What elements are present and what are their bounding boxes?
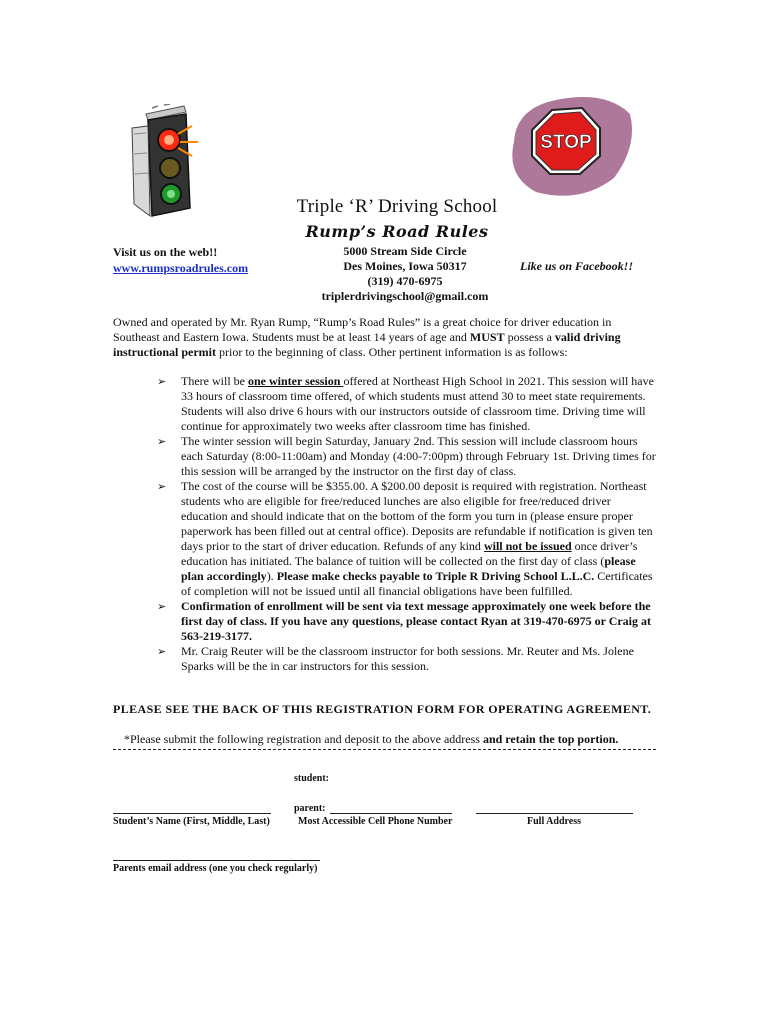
bullet1-text: There will be xyxy=(181,374,248,388)
phone-number: (319) 470-6975 xyxy=(367,274,443,288)
web-info xyxy=(113,244,248,276)
arrowhead-bullet-icon: ➢ xyxy=(157,435,167,448)
student-name-field[interactable] xyxy=(113,813,271,814)
intro-permit: valid driving instructional permit xyxy=(113,330,621,359)
intro-must: MUST xyxy=(469,330,505,344)
parent-email-field[interactable] xyxy=(113,860,320,861)
submit-instructions xyxy=(124,732,618,747)
bullet1-text-end: offered at Northeast High School in 2021. This session will have 33 hours of classroom time offered, of which students must attend 30 to meet state requirements. Students will also drive 6 hours with our instructors outside of classroom time. Driving time will continue for approximately two weeks after classroom time has finished. xyxy=(181,374,654,433)
facebook-note: Like us on Facebook!! xyxy=(520,259,634,273)
arrowhead-bullet-icon: ➢ xyxy=(157,645,167,658)
bullet4-text: Confirmation of enrollment will be sent via text message approximately one week before the first day of class. If you have any questions, please contact Ryan at 319-470-6975 or Craig at 563-219-3177. xyxy=(181,599,652,643)
parent-email-label: Parents email address (one you check regularly) xyxy=(113,863,318,874)
bullet3-text-end: Certificates of completion will not be issued until all financial obligations have been fulfilled. xyxy=(181,569,653,598)
bullet1-underline: one winter session xyxy=(247,374,344,388)
full-address-field[interactable] xyxy=(476,813,633,814)
student-label: student: xyxy=(294,773,330,784)
arrowhead-bullet-icon: ➢ xyxy=(157,600,167,613)
arrowhead-bullet-icon: ➢ xyxy=(157,480,167,493)
submit-bold: and retain the top portion. xyxy=(482,732,619,746)
address-line2: Des Moines, Iowa 50317 xyxy=(343,259,467,273)
cut-line xyxy=(113,749,656,750)
address-line1: 5000 Stream Side Circle xyxy=(343,244,467,258)
contact-address xyxy=(280,244,530,304)
bullet3-text: The cost of the course will be $355.00. A $200.00 deposit is required with registration. Northeast students who are eligible for free/reduced lunches are also eligible for free/reduced driver education and should indicate that on the bottom of the form you turn in (please ensure proper paperwork has been filled out at central office). Deposits are refundable if notification is given ten days prior to the start of driver education. Refunds of any kind xyxy=(181,479,653,553)
info-bullet-list xyxy=(150,374,658,674)
intro-text-1: Owned and operated by Mr. Ryan Rump, “Rump’s Road Rules” is a great choice for driver education in Southeast and Eastern Iowa. Students must be at least 14 years of age and xyxy=(113,315,612,344)
bullet3-text-mid2: ). xyxy=(266,569,277,583)
school-name: Triple ‘R’ Driving School xyxy=(296,196,498,217)
bullet3-underline: will not be issued xyxy=(483,539,572,553)
list-item xyxy=(150,374,658,434)
list-item xyxy=(150,644,658,674)
email-address: triplerdrivingschool@gmail.com xyxy=(321,289,489,303)
agreement-notice: PLEASE SEE THE BACK OF THIS REGISTRATION FORM FOR OPERATING AGREEMENT. xyxy=(113,702,652,716)
bullet5-text: Mr. Craig Reuter will be the classroom instructor for both sessions. Mr. Reuter and Ms. Jolene Sparks will be the in car instructors for this session. xyxy=(181,644,634,673)
bullet2-text: The winter session will begin Saturday, January 2nd. This session will include classroom hours each Saturday (8:00-11:00am) and Monday (4:00-7:00pm) through February 1st. Driving times for this session will be arranged by the instructor on the first day of class. xyxy=(181,434,656,478)
school-subtitle: Rump’s Road Rules xyxy=(305,222,489,241)
full-address-label: Full Address xyxy=(527,816,581,827)
stop-sign-icon xyxy=(496,92,636,202)
parent-label: parent: xyxy=(294,803,326,814)
list-item xyxy=(150,599,658,644)
stop-sign-text: STOP xyxy=(540,132,592,153)
bullet3-text-mid: once driver’s education has initiated. The balance of tuition will be collected on the first day of class ( xyxy=(181,539,638,568)
cell-phone-label: Most Accessible Cell Phone Number xyxy=(298,816,453,827)
bullet3-bold1: please plan accordingly xyxy=(181,554,636,583)
school-title xyxy=(0,196,770,218)
visit-label: Visit us on the web!! xyxy=(113,245,218,259)
intro-text-2: possess a xyxy=(504,330,555,344)
bullet3-bold2: Please make checks payable to Triple R Driving School L.L.C. xyxy=(276,569,595,583)
submit-text: *Please submit the following registration and deposit to the above address xyxy=(124,732,483,746)
website-link[interactable]: www.rumpsroadrules.com xyxy=(113,261,249,275)
list-item xyxy=(150,434,658,479)
cell-phone-field[interactable] xyxy=(330,813,452,814)
list-item xyxy=(150,479,658,599)
intro-paragraph xyxy=(113,315,655,360)
student-name-label: Student’s Name (First, Middle, Last) xyxy=(113,816,270,827)
intro-text-3: prior to the beginning of class. Other pertinent information is as follows: xyxy=(216,345,568,359)
arrowhead-bullet-icon: ➢ xyxy=(157,375,167,388)
